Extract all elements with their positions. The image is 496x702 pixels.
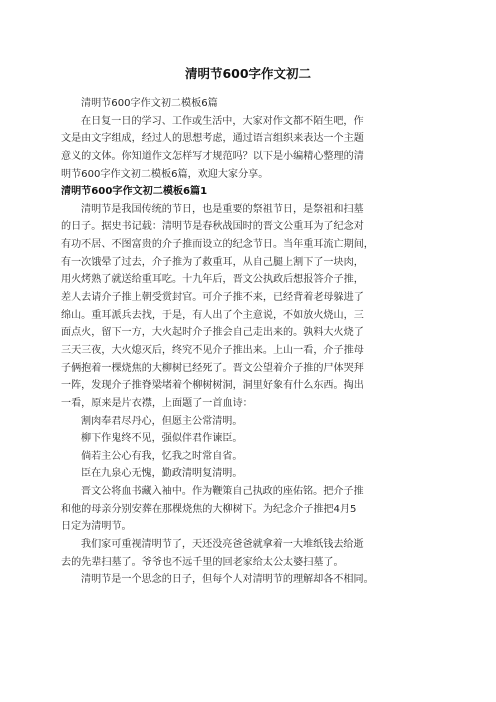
text-line: 差人去请介子推上朝受赏封官。可介子推不来，已经背着老母躲进了 <box>61 292 364 304</box>
text-line: 割肉奉君尽丹心，但愿主公常清明。 <box>81 415 243 427</box>
text-line: 绵山。重耳派兵去找，于是，有人出了个主意说，不如放火烧山，三 <box>61 309 364 321</box>
text-line: 柳下作鬼终不见，强似伴君作谏臣。 <box>81 433 243 445</box>
text-line: 面点火，留下一方，大火起时介子推会自己走出来的。孰料大火烧了 <box>61 327 364 339</box>
text-line: 子俩抱着一棵烧焦的大柳树已经死了。晋文公望着介子推的尸体哭拜 <box>61 362 364 374</box>
section-heading: 清明节600字作文初二模板6篇1 <box>61 186 208 198</box>
text-line: 明节600字作文初二模板6篇，欢迎大家分享。 <box>61 168 269 180</box>
text-line: 和他的母亲分别安葬在那棵烧焦的大柳树下。为纪念介子推把4月5 <box>61 503 357 515</box>
text-line: 清明节是我国传统的节日，也是重要的祭祖节日，是祭祖和扫墓 <box>81 203 364 215</box>
text-line: 倘若主公心有我，忆我之时常自省。 <box>81 450 243 462</box>
text-line: 三天三夜，大火熄灭后，终究不见介子推出来。上山一看，介子推母 <box>61 344 364 356</box>
text-line: 日定为清明节。 <box>61 521 132 533</box>
text-line: 清明节600字作文初二模板6篇 <box>81 98 218 109</box>
text-line: 我们家可重视清明节了，天还没亮爸爸就拿着一大堆纸钱去给逝 <box>81 539 364 551</box>
text-line: 文是由文字组成，经过人的思想考虑，通过语言组织来表达一个主题 <box>61 133 364 145</box>
text-line: 的日子。据史书记载：清明节是春秋战国时的晋文公重耳为了纪念对 <box>61 221 364 233</box>
text-line: 有功不居、不图富贵的介子推而设立的纪念节日。当年重耳流亡期间， <box>61 239 374 251</box>
text-line: 去的先辈扫墓了。爷爷也不远千里的回老家给太公太婆扫墓了。 <box>61 556 344 568</box>
document-title: 清明节600字作文初二 <box>184 66 312 81</box>
text-line: 在日复一日的学习、工作或生活中，大家对作文都不陌生吧，作 <box>81 115 364 127</box>
text-line: 一看，原来是片衣襟，上面题了一首血诗： <box>61 397 253 409</box>
text-line: 用火烤熟了就送给重耳吃。十九年后，晋文公执政后想报答介子推， <box>61 274 364 286</box>
text-line: 意义的文体。你知道作文怎样写才规范吗？以下是小编精心整理的清 <box>61 150 364 162</box>
text-line: 臣在九泉心无愧，勤政清明复清明。 <box>81 468 243 480</box>
text-line: 清明节是一个思念的日子，但每个人对清明节的理解却各不相同。 <box>81 574 374 586</box>
text-line: 一阵，发现介子推脊梁堵着个柳树树洞，洞里好象有什么东西。掏出 <box>61 380 364 392</box>
text-line: 有一次饿晕了过去，介子推为了救重耳，从自己腿上割下了一块肉， <box>61 256 364 268</box>
text-line: 晋文公将血书藏入袖中。作为鞭策自己执政的座佑铭。把介子推 <box>81 486 364 498</box>
document-body <box>61 95 435 589</box>
